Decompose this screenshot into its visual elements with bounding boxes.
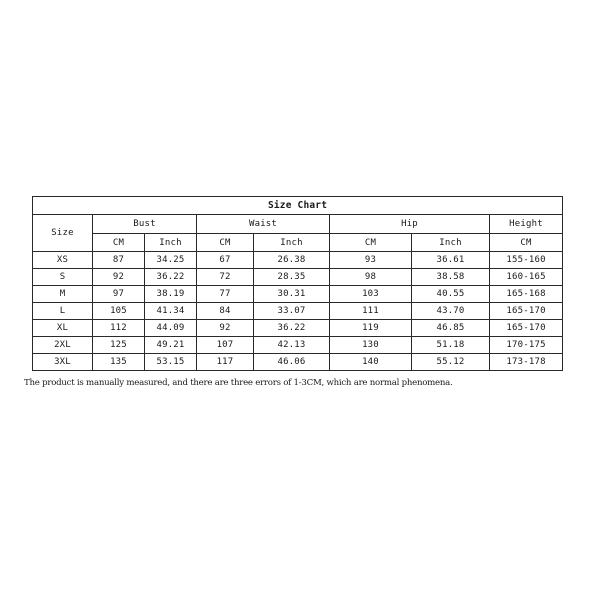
unit-height-cm: CM [490, 234, 563, 252]
cell-height-cm: 165-170 [490, 303, 563, 320]
cell-hip-inch: 55.12 [412, 354, 490, 371]
cell-bust-inch: 41.34 [145, 303, 197, 320]
cell-hip-inch: 51.18 [412, 337, 490, 354]
unit-bust-cm: CM [93, 234, 145, 252]
cell-hip-cm: 111 [330, 303, 412, 320]
cell-hip-cm: 93 [330, 252, 412, 269]
unit-waist-cm: CM [197, 234, 254, 252]
header-bust: Bust [93, 215, 197, 234]
cell-bust-cm: 105 [93, 303, 145, 320]
cell-bust-inch: 49.21 [145, 337, 197, 354]
cell-waist-cm: 84 [197, 303, 254, 320]
cell-hip-cm: 103 [330, 286, 412, 303]
table-title: Size Chart [33, 197, 563, 215]
cell-bust-inch: 44.09 [145, 320, 197, 337]
cell-hip-cm: 119 [330, 320, 412, 337]
cell-bust-cm: 92 [93, 269, 145, 286]
table-row [33, 320, 563, 337]
cell-size: 2XL [33, 337, 93, 354]
cell-waist-inch: 26.38 [254, 252, 330, 269]
table-row [33, 286, 563, 303]
cell-hip-inch: 38.58 [412, 269, 490, 286]
cell-waist-cm: 117 [197, 354, 254, 371]
cell-waist-inch: 42.13 [254, 337, 330, 354]
cell-waist-cm: 107 [197, 337, 254, 354]
cell-bust-cm: 97 [93, 286, 145, 303]
cell-waist-cm: 67 [197, 252, 254, 269]
header-hip: Hip [330, 215, 490, 234]
unit-bust-inch: Inch [145, 234, 197, 252]
cell-height-cm: 160-165 [490, 269, 563, 286]
cell-waist-inch: 30.31 [254, 286, 330, 303]
header-waist: Waist [197, 215, 330, 234]
cell-waist-inch: 36.22 [254, 320, 330, 337]
cell-hip-inch: 43.70 [412, 303, 490, 320]
cell-size: XL [33, 320, 93, 337]
cell-hip-cm: 98 [330, 269, 412, 286]
header-size: Size [33, 215, 93, 252]
cell-bust-cm: 87 [93, 252, 145, 269]
cell-bust-cm: 112 [93, 320, 145, 337]
cell-size: XS [33, 252, 93, 269]
cell-waist-cm: 92 [197, 320, 254, 337]
unit-hip-cm: CM [330, 234, 412, 252]
unit-hip-inch: Inch [412, 234, 490, 252]
cell-height-cm: 165-170 [490, 320, 563, 337]
measurement-note: The product is manually measured, and there are three errors of 1-3CM, which are normal phenomena. [24, 378, 453, 388]
table-row [33, 269, 563, 286]
header-height: Height [490, 215, 563, 234]
unit-waist-inch: Inch [254, 234, 330, 252]
cell-size: M [33, 286, 93, 303]
cell-height-cm: 155-160 [490, 252, 563, 269]
cell-hip-inch: 46.85 [412, 320, 490, 337]
cell-waist-inch: 28.35 [254, 269, 330, 286]
cell-hip-cm: 130 [330, 337, 412, 354]
cell-waist-inch: 33.07 [254, 303, 330, 320]
cell-size: L [33, 303, 93, 320]
cell-hip-inch: 40.55 [412, 286, 490, 303]
cell-waist-cm: 77 [197, 286, 254, 303]
size-chart-table [32, 196, 563, 371]
cell-bust-inch: 36.22 [145, 269, 197, 286]
table-row [33, 252, 563, 269]
cell-waist-cm: 72 [197, 269, 254, 286]
cell-height-cm: 165-168 [490, 286, 563, 303]
cell-bust-cm: 125 [93, 337, 145, 354]
table-row [33, 337, 563, 354]
cell-height-cm: 173-178 [490, 354, 563, 371]
cell-bust-cm: 135 [93, 354, 145, 371]
cell-bust-inch: 38.19 [145, 286, 197, 303]
cell-bust-inch: 53.15 [145, 354, 197, 371]
table-row [33, 303, 563, 320]
cell-hip-inch: 36.61 [412, 252, 490, 269]
cell-size: 3XL [33, 354, 93, 371]
size-chart-sheet [24, 196, 562, 388]
cell-bust-inch: 34.25 [145, 252, 197, 269]
cell-size: S [33, 269, 93, 286]
cell-hip-cm: 140 [330, 354, 412, 371]
cell-height-cm: 170-175 [490, 337, 563, 354]
table-row [33, 354, 563, 371]
cell-waist-inch: 46.06 [254, 354, 330, 371]
